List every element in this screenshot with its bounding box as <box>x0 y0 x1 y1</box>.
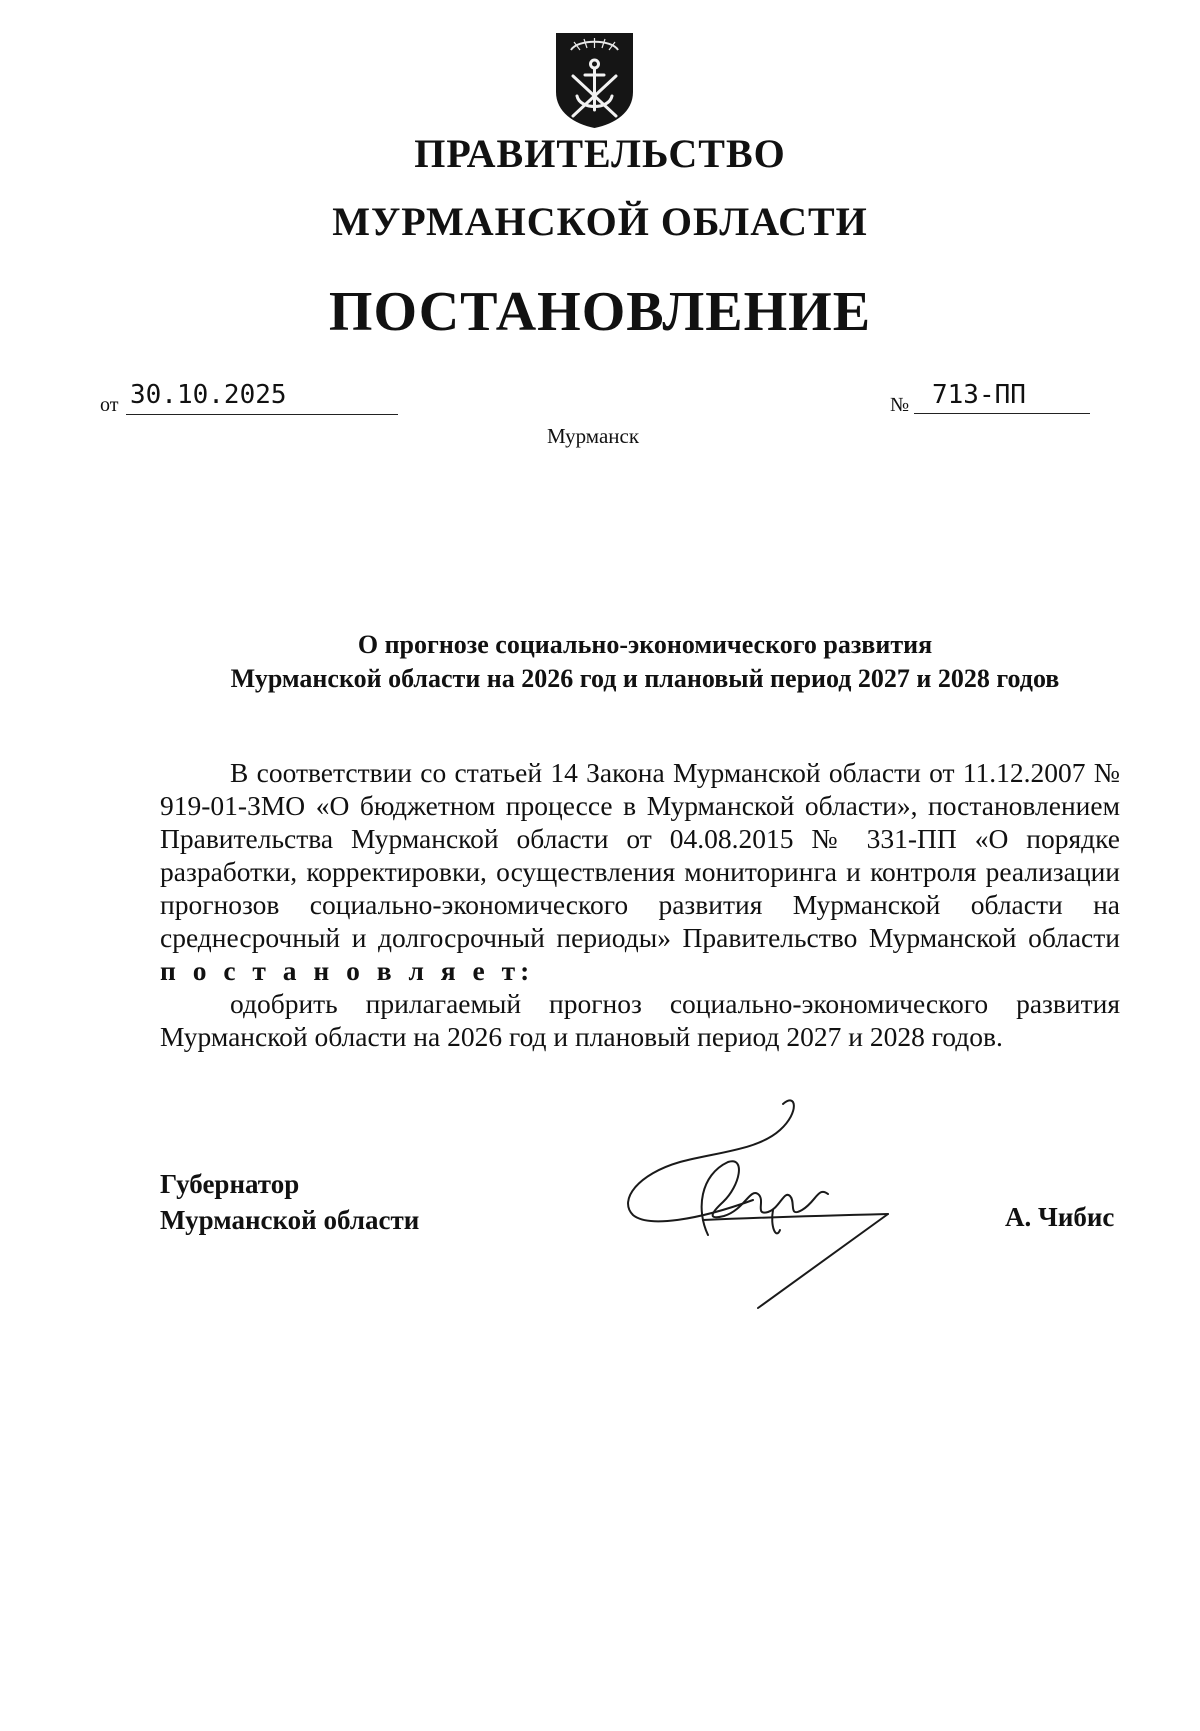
document-type: ПОСТАНОВЛЕНИЕ <box>328 281 872 343</box>
document-subject <box>0 628 1200 696</box>
signatory-position-line1: Губернатор <box>160 1169 300 1199</box>
subject-line2: Мурманской области на 2026 год и плановый период 2027 и 2028 годов <box>230 664 1060 693</box>
coat-of-arms-icon <box>553 30 636 130</box>
number-prefix: № <box>890 394 910 416</box>
handwritten-signature-icon <box>608 1090 908 1320</box>
document-number: 713-ПП <box>914 380 1090 414</box>
paragraph-1-text: В соответствии со статьей 14 Закона Мурманской области от 11.12.2007 № 919-01-ЗМО «О бюджетном процессе в Мурманской области», постановлением Правительства Мурманской области от 04.08.2015 № 331-ПП «О порядке разработки, корректировки, осуществления мониторинга и контроля реализации прогнозов социально-экономического развития Мурманской области на среднесрочный и долгосрочный периоды» Правительство Мурманской области <box>160 757 1120 953</box>
organization-name-line2: МУРМАНСКОЙ ОБЛАСТИ <box>332 199 868 244</box>
city: Мурманск <box>546 424 640 448</box>
date-prefix: от <box>100 394 119 416</box>
body-paragraph-1 <box>160 756 1120 987</box>
document-body <box>160 756 1120 1053</box>
signatory-name: А. Чибис <box>1005 1202 1115 1232</box>
organization-name-line1: ПРАВИТЕЛЬСТВО <box>414 131 786 176</box>
signatory-position-line2: Мурманской области <box>160 1205 420 1235</box>
body-paragraph-2: одобрить прилагаемый прогноз социально-экономического развития Мурманской области на 2026 год и плановый период 2027 и 2028 годов. <box>160 988 1120 1052</box>
document-date: 30.10.2025 <box>126 380 398 415</box>
resolution-word: п о с т а н о в л я е т: <box>160 955 535 986</box>
subject-line1: О прогнозе социально-экономического развития <box>357 630 933 659</box>
signatory-position <box>160 1166 419 1238</box>
date-number-row <box>100 380 1100 420</box>
